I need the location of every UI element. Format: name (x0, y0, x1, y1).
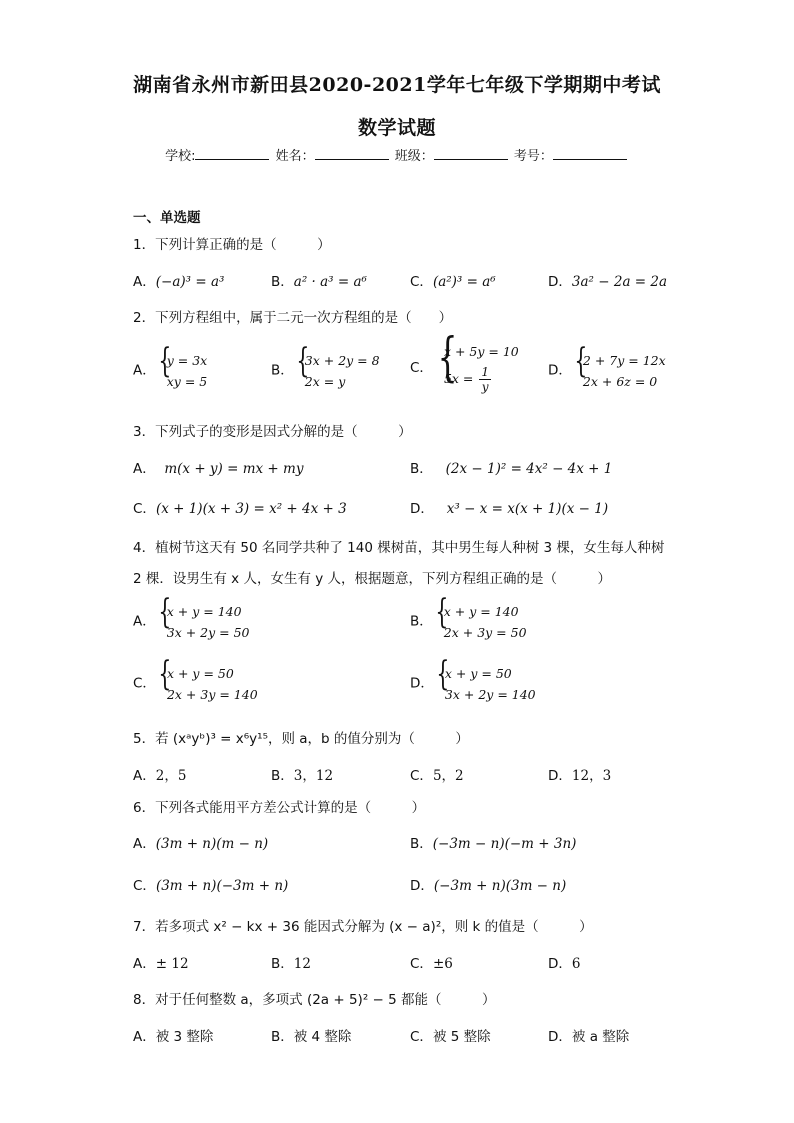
q3-option-c-label: C． (133, 501, 156, 517)
q3-option-d-label: D． (410, 501, 434, 517)
q4-option-d[interactable] (410, 663, 536, 705)
q6-option-d[interactable] (410, 874, 566, 894)
q8-option-d[interactable] (548, 1025, 629, 1045)
q7-option-b[interactable] (271, 952, 311, 972)
q2-c-frac-num: 1 (481, 365, 490, 379)
q8-option-b-label: B． (271, 1029, 294, 1045)
q5-option-b-label: B． (271, 768, 294, 784)
q4-option-a-system (156, 601, 250, 643)
q3-option-b-label: B． (410, 461, 433, 477)
q2-c-fraction (479, 365, 491, 394)
q2-c-line2-lhs: 5x = (443, 371, 478, 386)
exam-title-line1: 湖南省永州市新田县2020-2021学年七年级下学期期中考试 (133, 74, 661, 96)
q4-option-d-system (434, 663, 536, 705)
q2-option-d-system (572, 350, 666, 392)
q2-option-a[interactable] (133, 350, 207, 392)
q1-option-d[interactable] (548, 270, 667, 290)
q2-d-line1: { 2 + 7y = 12x (582, 353, 666, 368)
q8-option-a-label: A． (133, 1029, 156, 1045)
question-1-stem: 1．下列计算正确的是（ ） (133, 237, 331, 253)
field-name-label: 姓名： (275, 149, 315, 164)
q7-option-c[interactable] (410, 952, 453, 972)
q1-option-a-expr: (−a)³ = a³ (155, 274, 225, 290)
q8-option-d-label: D． (548, 1029, 572, 1045)
field-id-blank[interactable] (553, 148, 627, 160)
q7-option-d-label: D． (548, 956, 572, 972)
q4-option-a[interactable] (133, 601, 250, 643)
q5-option-b-expr: 3，12 (293, 768, 334, 784)
q6-option-d-label: D． (410, 878, 434, 894)
q4-a-line1: { x + y = 140 (166, 604, 242, 619)
q7-option-d[interactable] (548, 952, 581, 972)
q1-option-a[interactable] (133, 270, 224, 290)
q2-option-c-system (433, 341, 519, 396)
q3-option-c[interactable] (133, 497, 347, 517)
question-8-stem: 8．对于任何整数 a，多项式 (2a + 5)² − 5 都能（ ） (133, 992, 496, 1008)
q3-option-a-label: A． (133, 461, 156, 477)
q7-option-b-expr: 12 (293, 956, 311, 972)
q6-option-c[interactable] (133, 874, 288, 894)
q8-option-a-expr: 被 3 整除 (155, 1029, 214, 1045)
q7-option-a-expr: ± 12 (155, 956, 189, 972)
q2-c-line2 (444, 362, 519, 396)
q6-option-b-label: B． (410, 836, 433, 852)
q7-option-c-expr: ±6 (432, 956, 453, 972)
q2-option-a-label: A． (133, 362, 156, 379)
question-6-stem: 6．下列各式能用平方差公式计算的是（ ） (133, 800, 426, 816)
q8-option-a[interactable] (133, 1025, 213, 1045)
q6-option-c-expr: (3m + n)(−3m + n) (155, 878, 289, 894)
q3-option-d-expr: x³ − x = x(x + 1)(x − 1) (446, 501, 609, 517)
q5-option-d[interactable] (548, 764, 611, 784)
q2-c-line1: { x + 5y = 10 (443, 344, 519, 359)
field-class-blank[interactable] (434, 148, 508, 160)
q5-option-a[interactable] (133, 764, 186, 784)
q4-option-b-label: B． (410, 613, 433, 630)
q1-option-c-label: C． (410, 274, 433, 290)
q8-option-d-expr: 被 a 整除 (571, 1029, 630, 1045)
q4-option-c[interactable] (133, 663, 258, 705)
q2-option-b-system (294, 350, 380, 392)
q5-option-a-label: A． (133, 768, 156, 784)
section-title: 一、单选题 (133, 210, 201, 226)
q4-c-line1: { x + y = 50 (166, 666, 234, 681)
q2-option-d-label: D． (548, 362, 572, 379)
q6-option-d-expr: (−3m + n)(3m − n) (433, 878, 567, 894)
question-2-stem: 2．下列方程组中，属于二元一次方程组的是（ ） (133, 310, 453, 326)
q5-option-a-expr: 2，5 (155, 768, 187, 784)
field-school-label: 学校: (165, 149, 196, 164)
q4-option-b[interactable] (410, 601, 527, 643)
q7-option-d-expr: 6 (571, 956, 581, 972)
q2-option-b-label: B． (271, 362, 294, 379)
q4-d-line2: 3x + 2y = 140 (444, 687, 536, 702)
q1-option-d-label: D． (548, 274, 572, 290)
question-7-stem: 7．若多项式 x² − kx + 36 能因式分解为 (x − a)²，则 k 的值是（ ） (133, 919, 593, 935)
question-3-stem: 3．下列式子的变形是因式分解的是（ ） (133, 424, 412, 440)
q5-option-c-label: C． (410, 768, 433, 784)
student-info-fields (0, 145, 794, 164)
q2-option-d[interactable] (548, 350, 666, 392)
q7-option-a-label: A． (133, 956, 156, 972)
q3-option-b[interactable] (410, 457, 612, 477)
q3-option-d[interactable] (410, 497, 608, 517)
q5-option-d-label: D． (548, 768, 572, 784)
q4-c-line2: 2x + 3y = 140 (166, 687, 258, 702)
question-5-stem: 5．若 (xᵃyᵇ)³ = x⁶y¹⁵，则 a，b 的值分别为（ ） (133, 731, 469, 747)
q7-option-b-label: B． (271, 956, 294, 972)
q5-option-d-expr: 12，3 (571, 768, 612, 784)
q2-option-b[interactable] (271, 350, 380, 392)
q4-a-line2: 3x + 2y = 50 (166, 625, 250, 640)
q4-b-line2: 2x + 3y = 50 (443, 625, 527, 640)
q2-a-line1: { y = 3x (166, 353, 208, 368)
q1-option-c-expr: (a²)³ = a⁶ (432, 274, 496, 290)
q5-option-c-expr: 5，2 (432, 768, 464, 784)
field-class-label: 班级： (394, 149, 434, 164)
q7-option-c-label: C． (410, 956, 433, 972)
q1-option-c[interactable] (410, 270, 496, 290)
q6-option-c-label: C． (133, 878, 156, 894)
q3-option-c-expr: (x + 1)(x + 3) = x² + 4x + 3 (155, 501, 347, 517)
q8-option-c[interactable] (410, 1025, 491, 1045)
q4-option-c-system (156, 663, 258, 705)
q2-option-a-system (156, 350, 208, 392)
field-id-label: 考号： (513, 149, 553, 164)
q2-option-c-label: C． (410, 360, 433, 376)
question-4-stem-line1: 4．植树节这天有 50 名同学共种了 140 棵树苗，其中男生每人种树 3 棵，女生每人种树 (133, 540, 665, 556)
q1-option-b[interactable] (271, 270, 367, 290)
q8-option-c-expr: 被 5 整除 (432, 1029, 491, 1045)
question-4-stem-line2: 2 棵．设男生有 x 人，女生有 y 人，根据题意，下列方程组正确的是（ ） (133, 571, 612, 587)
q8-option-c-label: C． (410, 1029, 433, 1045)
q8-option-b[interactable] (271, 1025, 351, 1045)
q6-option-a[interactable] (133, 832, 268, 852)
q2-option-c[interactable] (410, 341, 519, 396)
q1-option-a-label: A． (133, 274, 156, 290)
q4-d-line1: { x + y = 50 (444, 666, 512, 681)
q3-option-a[interactable] (133, 457, 303, 477)
q6-option-b-expr: (−3m − n)(−m + 3n) (432, 836, 577, 852)
q4-option-a-label: A． (133, 613, 156, 630)
q6-option-b[interactable] (410, 832, 576, 852)
q2-d-line2: 2x + 6z = 0 (582, 374, 658, 389)
q1-option-b-expr: a² · a³ = a⁶ (293, 274, 367, 290)
q8-option-b-expr: 被 4 整除 (293, 1029, 352, 1045)
q3-option-a-expr: m(x + y) = mx + my (164, 461, 304, 477)
q1-option-b-label: B． (271, 274, 294, 290)
q7-option-a[interactable] (133, 952, 189, 972)
q6-option-a-expr: (3m + n)(m − n) (155, 836, 269, 852)
q4-option-d-label: D． (410, 675, 434, 692)
q3-option-b-expr: (2x − 1)² = 4x² − 4x + 1 (445, 461, 613, 477)
exam-title-line2: 数学试题 (357, 117, 436, 139)
q1-option-d-expr: 3a² − 2a = 2a (571, 274, 668, 290)
q2-b-line1: { 3x + 2y = 8 (304, 353, 380, 368)
q2-b-line2: 2x = y (304, 374, 346, 389)
q2-a-line2: xy = 5 (166, 374, 208, 389)
q4-b-line1: { x + y = 140 (443, 604, 519, 619)
q4-option-c-label: C． (133, 675, 156, 692)
field-name-blank[interactable] (315, 148, 389, 160)
q4-option-b-system (433, 601, 527, 643)
q5-option-b[interactable] (271, 764, 333, 784)
q2-c-frac-den: y (481, 380, 489, 394)
q6-option-a-label: A． (133, 836, 156, 852)
field-school-blank[interactable] (195, 148, 269, 160)
q5-option-c[interactable] (410, 764, 464, 784)
